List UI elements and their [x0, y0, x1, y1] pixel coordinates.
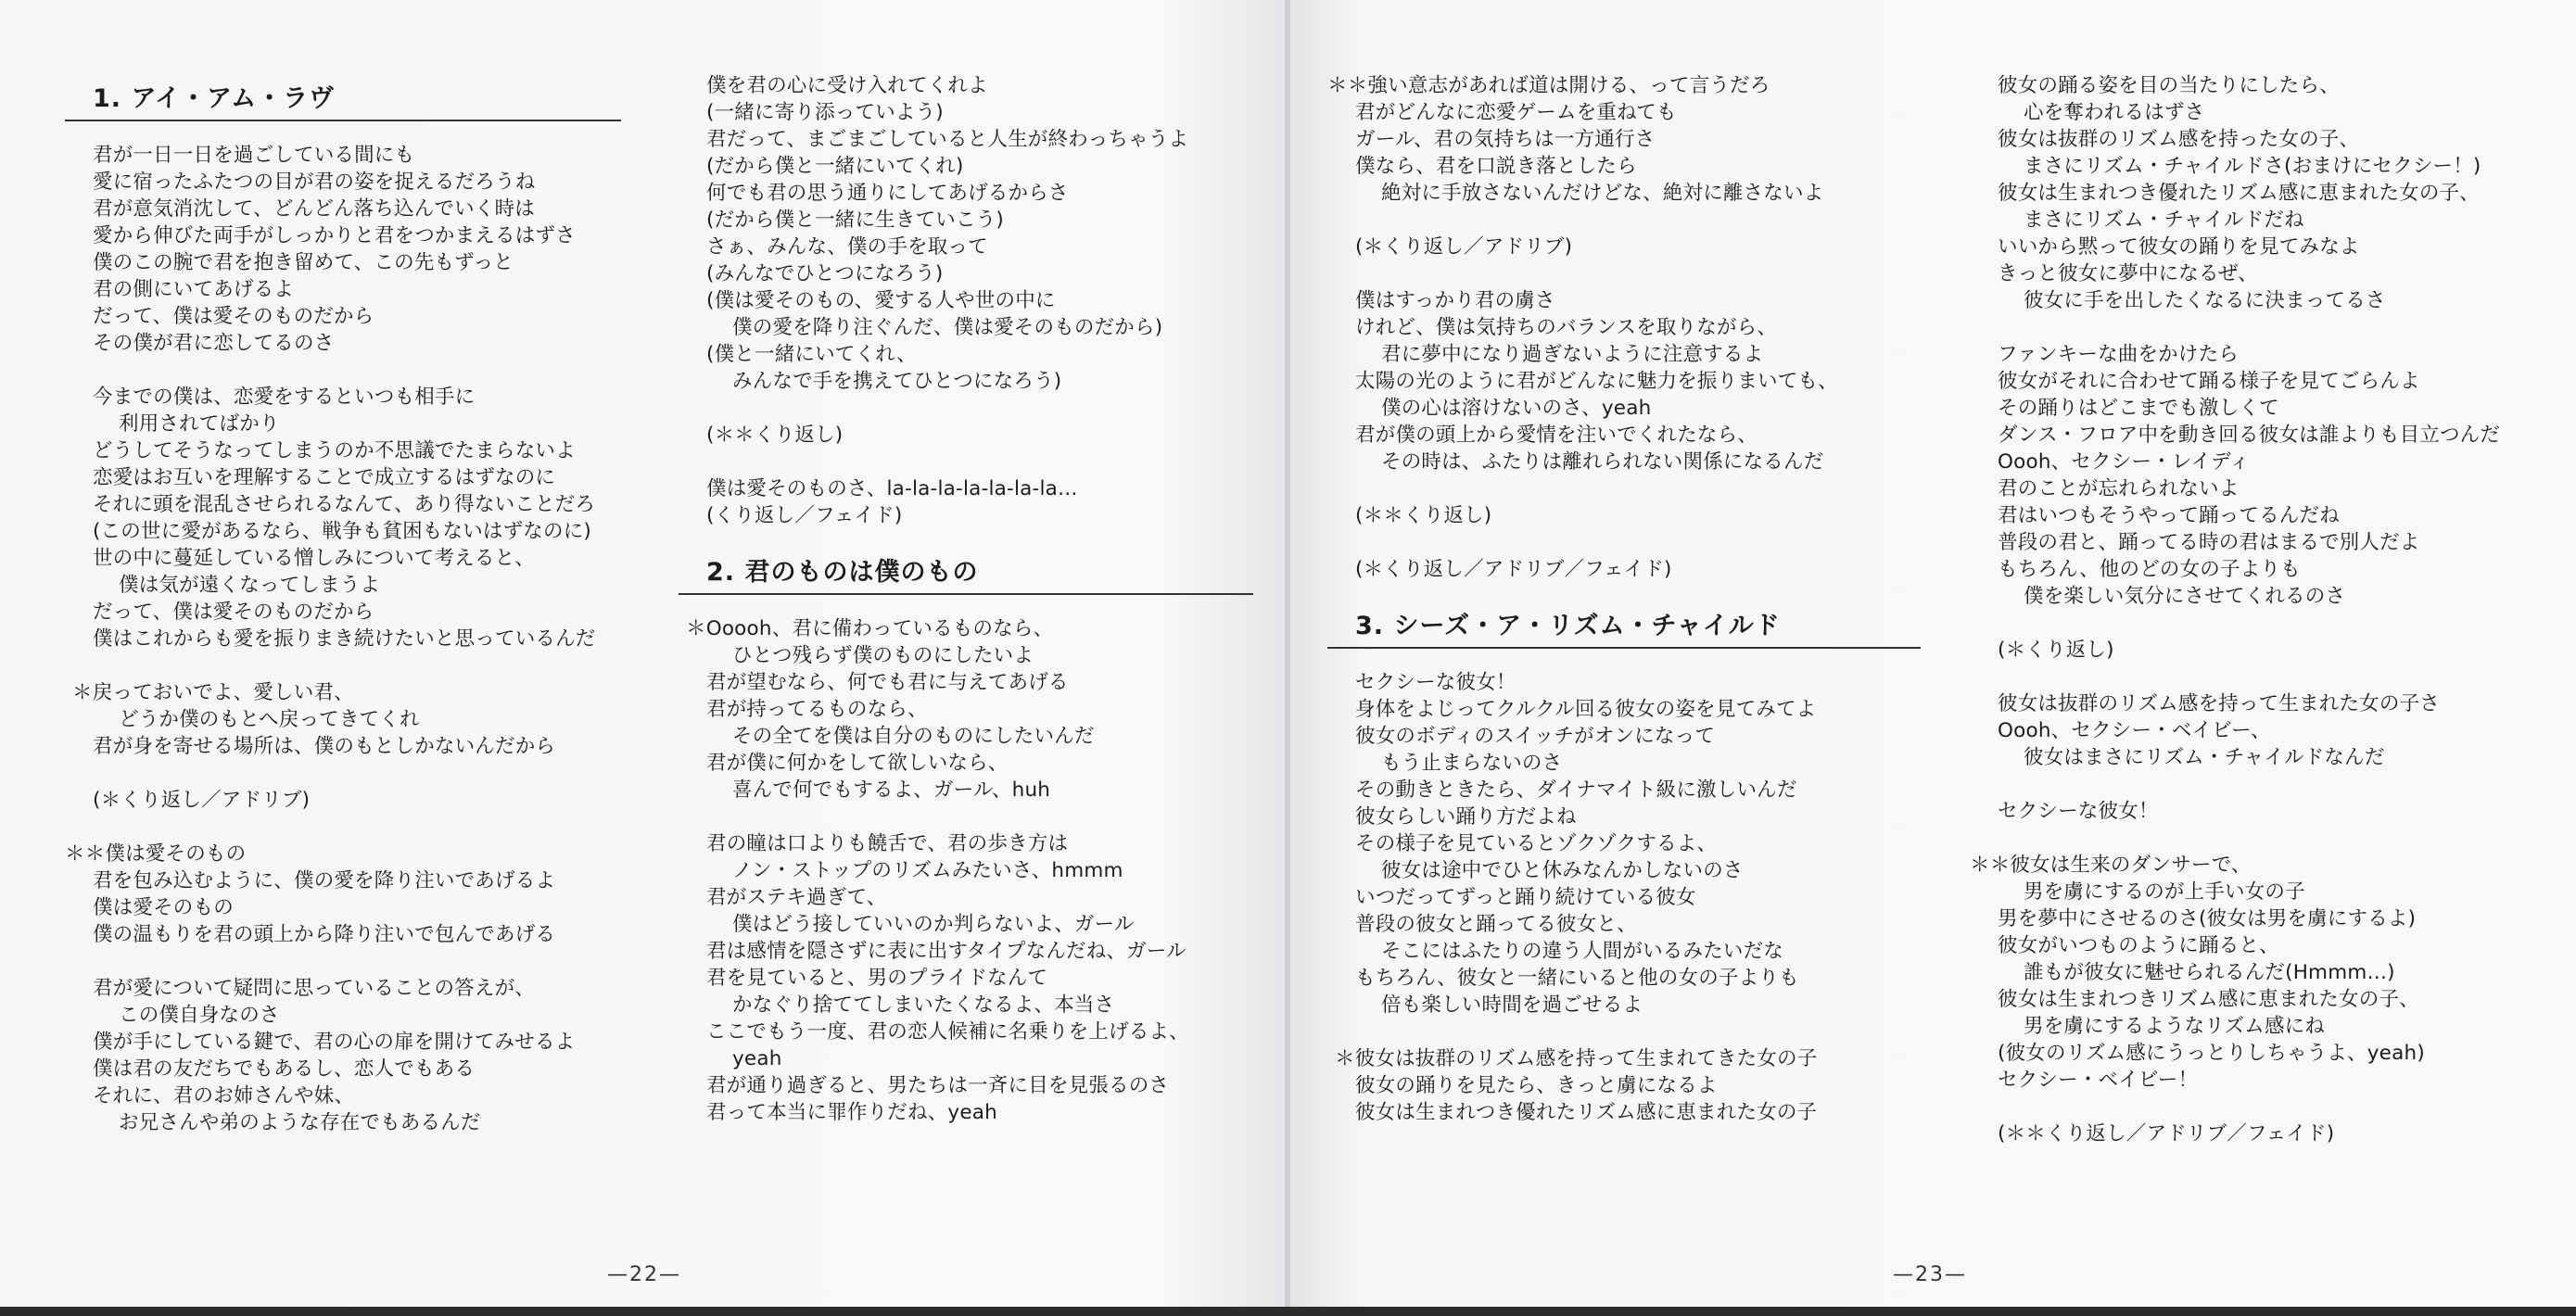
stanza-break: [679, 804, 1253, 830]
column: [1327, 72, 1921, 1126]
lyric-line: (僕と一緒にいてくれ、: [706, 343, 917, 366]
lyrics-block: [1970, 72, 2554, 1147]
lyric-line: きっと彼女に夢中になるぜ、: [1998, 262, 2258, 285]
lyric-line: その動きときたら、ダイナマイト級に激しいんだ: [1355, 778, 1797, 802]
lyric-line: 愛に宿ったふたつの目が君の姿を捉えるだろうね: [93, 171, 536, 194]
stanza-break: [65, 814, 621, 841]
lyric-line: 君が僕の頭上から愛情を注いでくれたなら、: [1355, 424, 1758, 447]
lyric-line: 僕はこれからも愛を振りまき続けたいと思っているんだ: [93, 627, 596, 651]
stanza-break: [1327, 260, 1921, 287]
lyric-line: セクシー・ベイビー！: [1998, 1069, 2199, 1092]
page-number: —23—: [1893, 1263, 1967, 1286]
lyric-line: 彼女は生まれつきリズム感に恵まれた女の子、: [1998, 988, 2419, 1011]
lyric-line: ダンス・フロア中を動き回る彼女は誰よりも目立つんだ: [1998, 424, 2501, 447]
lyric-line: ＊Ooooh、君に備わっているものなら、: [686, 617, 1054, 640]
stanza-break: [65, 652, 621, 679]
lyric-line: 僕のこの腕で君を抱き留めて、この先もずっと: [93, 251, 514, 274]
lyric-line: かなぐり捨ててしまいたくなるよ、本当さ: [732, 993, 1115, 1017]
stanza-break: [1327, 529, 1921, 556]
song-title: 2. 君のものは僕のもの: [679, 546, 1253, 595]
lyric-line: いいから黙って彼女の踊りを見てみなよ: [1998, 235, 2360, 259]
lyric-line: 僕はすっかり君の虜さ: [1355, 289, 1555, 312]
lyric-line: (＊＊くり返し): [1355, 504, 1492, 527]
lyric-line: その様子を見ているとゾクゾクするよ、: [1355, 832, 1718, 855]
lyric-line: 彼女がそれに合わせて踊る様子を見てごらんよ: [1998, 370, 2420, 393]
lyric-line: (＊くり返し／アドリブ): [1355, 235, 1573, 259]
lyric-line: 彼女は生まれつき優れたリズム感に恵まれた女の子: [1355, 1101, 1818, 1124]
lyric-line: (だから僕と一緒に生きていこう): [706, 209, 1004, 232]
lyric-line: (一緒に寄り添っていよう): [706, 101, 944, 124]
column: [1970, 72, 2554, 1147]
lyric-line: ＊＊僕は愛そのもの: [65, 842, 247, 866]
lyric-line: まさにリズム・チャイルドさ(おまけにセクシー！): [2024, 155, 2481, 178]
lyric-line: 君って本当に罪作りだね、yeah: [706, 1101, 997, 1124]
lyric-line: みんなで手を携えてひとつになろう): [732, 370, 1062, 393]
lyric-line: 君が意気消沈して、どんどん落ち込んでいく時は: [93, 197, 535, 221]
lyric-line: 僕は気が遠くなってしまうよ: [119, 574, 381, 597]
lyric-line: 君を包み込むように、僕の愛を降り注いであげるよ: [93, 869, 556, 892]
lyric-line: 僕を楽しい気分にさせてくれるのさ: [2024, 585, 2346, 608]
lyric-line: もう止まらないのさ: [1381, 752, 1563, 775]
column: [65, 72, 621, 1136]
page-number: —22—: [607, 1263, 681, 1286]
lyric-line: (僕は愛そのもの、愛する人や世の中に: [706, 289, 1056, 312]
lyric-line: セクシーな彼女！: [1355, 671, 1516, 694]
lyric-line: 身体をよじってクルクル回る彼女の姿を見てみてよ: [1355, 698, 1817, 721]
lyric-line: 誰もが彼女に魅せられるんだ(Hmmm…): [2024, 961, 2395, 984]
lyric-line: ノン・ストップのリズムみたいさ、hmmm: [732, 859, 1123, 882]
lyric-line: yeah: [732, 1047, 782, 1070]
lyric-line: そこにはふたりの違う人間がいるみたいだな: [1381, 940, 1784, 963]
lyric-line: 君はいつもそうやって踊ってるんだね: [1998, 504, 2340, 527]
lyric-line: 何でも君の思う通りにしてあげるからさ: [706, 182, 1069, 205]
lyric-line: 君がどんなに恋愛ゲームを重ねても: [1355, 101, 1677, 124]
page-left: [0, 0, 1287, 1307]
lyric-line: (だから僕と一緒にいてくれ): [706, 155, 964, 178]
lyric-line: 世の中に蔓延している憎しみについて考えると、: [93, 547, 535, 570]
lyric-line: 彼女の踊る姿を目の当たりにしたら、: [1998, 74, 2340, 97]
lyric-line: Oooh、セクシー・ベイビー、: [1998, 719, 2271, 742]
lyric-line: 君が持ってるものなら、: [706, 698, 928, 721]
lyric-line: Oooh、セクシー・レイディ: [1998, 450, 2250, 474]
lyric-line: ＊戻っておいでよ、愛しい君、: [72, 681, 354, 704]
lyric-line: 君が愛について疑問に思っていることの答えが、: [93, 977, 535, 1000]
lyric-line: 君が身を寄せる場所は、僕のもとしかないんだから: [93, 735, 556, 758]
lyric-line: (みんなでひとつになろう): [706, 262, 944, 285]
lyric-line: 僕が手にしている鍵で、君の心の扉を開けてみせるよ: [93, 1031, 576, 1054]
lyric-line: (この世に愛があるなら、戦争も貧困もないはずなのに): [93, 520, 591, 543]
lyric-line: ひとつ残らず僕のものにしたいよ: [732, 644, 1034, 667]
lyric-line: 僕は君の友だちでもあるし、恋人でもある: [93, 1057, 476, 1081]
lyric-line: 彼女は抜群のリズム感を持った女の子、: [1998, 128, 2360, 151]
stanza-break: [65, 760, 621, 787]
lyric-line: 僕の愛を降り注ぐんだ、僕は愛そのものだから): [732, 316, 1163, 339]
lyric-line: けれど、僕は気持ちのバランスを取りながら、: [1355, 316, 1778, 339]
stanza-break: [1327, 207, 1921, 234]
song-title: 1. アイ・アム・ラヴ: [65, 72, 621, 121]
lyric-line: (くり返し／フェイド): [706, 504, 903, 527]
lyric-line: 君を見ていると、男のプライドなんて: [706, 967, 1048, 990]
stanza-break: [65, 948, 621, 975]
lyrics-block: [1327, 669, 1921, 1126]
lyric-line: 君が一日一日を過ごしている間にも: [93, 144, 415, 167]
lyric-line: 僕を君の心に受け入れてくれよ: [706, 74, 988, 97]
lyric-line: その踊りはどこまでも激しくて: [1998, 397, 2279, 420]
lyric-line: ファンキーな曲をかけたら: [1998, 343, 2239, 366]
stanza-break: [1970, 1094, 2554, 1120]
lyric-line: だって、僕は愛そのものだから: [93, 305, 374, 328]
lyric-line: ガール、君の気持ちは一方通行さ: [1355, 128, 1656, 151]
lyric-line: 普段の君と、踊ってる時の君はまるで別人だよ: [1998, 531, 2420, 554]
stanza-break: [1970, 771, 2554, 798]
stanza-break: [679, 449, 1253, 475]
lyric-line: (＊くり返し／アドリブ／フェイド): [1355, 558, 1672, 581]
lyric-line: 彼女は生まれつき優れたリズム感に恵まれた女の子、: [1998, 182, 2480, 205]
lyric-line: 絶対に手放さないんだけどな、絶対に離さないよ: [1381, 182, 1824, 205]
lyric-line: その全てを僕は自分のものにしたいんだ: [732, 725, 1095, 748]
stanza-break: [1970, 314, 2554, 341]
lyric-line: (＊＊くり返し／アドリブ／フェイド): [1998, 1122, 2335, 1145]
page-bottom-edge: [0, 1307, 2576, 1316]
lyric-line: それに、君のお姉さんや妹、: [93, 1084, 355, 1107]
lyric-line: 僕は愛そのもの: [93, 896, 234, 919]
stanza-break: [679, 395, 1253, 422]
lyric-line: それに頭を混乱させられるなんて、あり得ないことだろ: [93, 493, 596, 516]
lyric-line: もちろん、彼女と一緒にいると他の女の子よりも: [1355, 967, 1799, 990]
lyric-line: 普段の彼女と踊ってる彼女と、: [1355, 913, 1637, 936]
lyric-line: 僕は愛そのものさ、la-la-la-la-la-la-la…: [706, 477, 1078, 500]
lyric-line: 君に夢中になり過ぎないように注意するよ: [1381, 343, 1764, 366]
stanza-break: [65, 357, 621, 384]
column: [679, 72, 1253, 1126]
lyric-line: 彼女に手を出したくなるに決まってるさ: [2024, 289, 2386, 312]
lyric-line: 男を夢中にさせるのさ(彼女は男を虜にするよ): [1998, 907, 2417, 930]
lyric-line: どうしてそうなってしまうのか不思議でたまらないよ: [93, 439, 576, 462]
lyric-line: 彼女は途中でひと休みなんかしないのさ: [1381, 859, 1744, 882]
lyric-line: 僕なら、君を口説き落としたら: [1355, 155, 1637, 178]
lyric-line: お兄さんや弟のような存在でもあるんだ: [119, 1111, 481, 1134]
lyric-line: 君が望むなら、何でも君に与えてあげる: [706, 671, 1069, 694]
lyric-line: 彼女はまさにリズム・チャイルドなんだ: [2024, 746, 2385, 769]
lyric-line: 彼女らしい踊り方だよね: [1355, 805, 1577, 829]
lyric-line: ＊＊強い意志があれば道は開ける、って言うだろ: [1327, 74, 1770, 97]
lyric-line: 僕はどう接していいのか判らないよ、ガール: [732, 913, 1135, 936]
lyric-line: 君のことが忘れられないよ: [1998, 477, 2240, 500]
lyric-line: 君の瞳は口よりも饒舌で、君の歩き方は: [706, 832, 1069, 855]
lyric-line: 倍も楽しい時間を過ごせるよ: [1381, 993, 1643, 1017]
lyric-line: 僕の温もりを君の頭上から降り注いで包んであげる: [93, 923, 556, 946]
lyric-line: 僕の心は溶けないのさ、yeah: [1381, 397, 1652, 420]
lyric-line: 君の側にいてあげるよ: [93, 278, 295, 301]
lyric-line: ＊彼女は抜群のリズム感を持って生まれてきた女の子: [1335, 1047, 1818, 1070]
lyrics-block: [679, 615, 1253, 1126]
lyric-line: 恋愛はお互いを理解することで成立するはずなのに: [93, 466, 556, 489]
lyric-line: 彼女のボディのスイッチがオンになって: [1355, 725, 1716, 748]
lyric-line: どうか僕のもとへ戻ってきてくれ: [119, 708, 420, 731]
stanza-break: [1327, 1019, 1921, 1045]
lyric-line: もちろん、他のどの女の子よりも: [1998, 558, 2301, 581]
lyrics-block: [679, 72, 1253, 529]
stanza-break: [1970, 825, 2554, 852]
lyric-line: 愛から伸びた両手がしっかりと君をつかまえるはずさ: [93, 224, 576, 247]
lyric-line: 男を虜にするのが上手い女の子: [2024, 880, 2305, 904]
lyric-line: 男を虜にするようなリズム感にね: [2024, 1015, 2326, 1038]
lyric-line: 君だって、まごまごしていると人生が終わっちゃうよ: [706, 128, 1189, 151]
song-title: 3. シーズ・ア・リズム・チャイルド: [1327, 600, 1921, 649]
lyric-line: 彼女がいつものように踊ると、: [1998, 934, 2279, 957]
lyric-line: セクシーな彼女！: [1998, 800, 2159, 823]
lyric-line: さぁ、みんな、僕の手を取って: [706, 235, 988, 259]
stanza-break: [1970, 664, 2554, 690]
lyric-line: 君が僕に何かをして欲しいなら、: [706, 752, 1009, 775]
lyric-line: (彼女のリズム感にうっとりしちゃうよ、yeah): [1998, 1042, 2425, 1065]
lyric-line: 君が通り過ぎると、男たちは一斉に目を見張るのさ: [706, 1074, 1170, 1097]
lyric-line: ＊＊彼女は生来のダンサーで、: [1970, 854, 2252, 877]
lyric-line: いつだってずっと踊り続けている彼女: [1355, 886, 1696, 909]
lyric-line: 心を奪われるはずさ: [2024, 101, 2205, 124]
lyrics-block: [1327, 72, 1921, 583]
lyrics-block: [65, 142, 621, 1136]
lyric-line: その時は、ふたりは離れられない関係になるんだ: [1381, 450, 1824, 474]
stanza-break: [1970, 610, 2554, 637]
lyric-line: (＊くり返し): [1998, 639, 2114, 662]
lyric-line: まさにリズム・チャイルドだね: [2024, 209, 2304, 232]
lyric-line: ここでもう一度、君の恋人候補に名乗りを上げるよ、: [706, 1020, 1189, 1044]
lyric-line: 君は感情を隠さずに表に出すタイプなんだね、ガール: [706, 940, 1186, 963]
lyric-line: (＊＊くり返し): [706, 424, 844, 447]
lyric-line: 彼女は抜群のリズム感を持って生まれた女の子さ: [1998, 692, 2440, 715]
lyric-line: その僕が君に恋してるのさ: [93, 332, 335, 355]
lyric-line: 利用されてばかり: [119, 412, 280, 436]
lyric-line: 君がステキ過ぎて、: [706, 886, 887, 909]
page-right: [1290, 0, 2576, 1307]
lyric-line: だって、僕は愛そのものだから: [93, 601, 374, 624]
lyric-line: 太陽の光のように君がどんなに魅力を振りまいても、: [1355, 370, 1838, 393]
lyric-line: 彼女の踊りを見たら、きっと虜になるよ: [1355, 1074, 1718, 1097]
lyric-line: 今までの僕は、恋愛をするといつも相手に: [93, 386, 476, 409]
stanza-break: [1327, 475, 1921, 502]
lyric-line: (＊くり返し／アドリブ): [93, 789, 311, 812]
lyric-line: 喜んで何でもするよ、ガール、huh: [732, 778, 1051, 802]
lyric-line: この僕自身なのさ: [119, 1004, 280, 1027]
